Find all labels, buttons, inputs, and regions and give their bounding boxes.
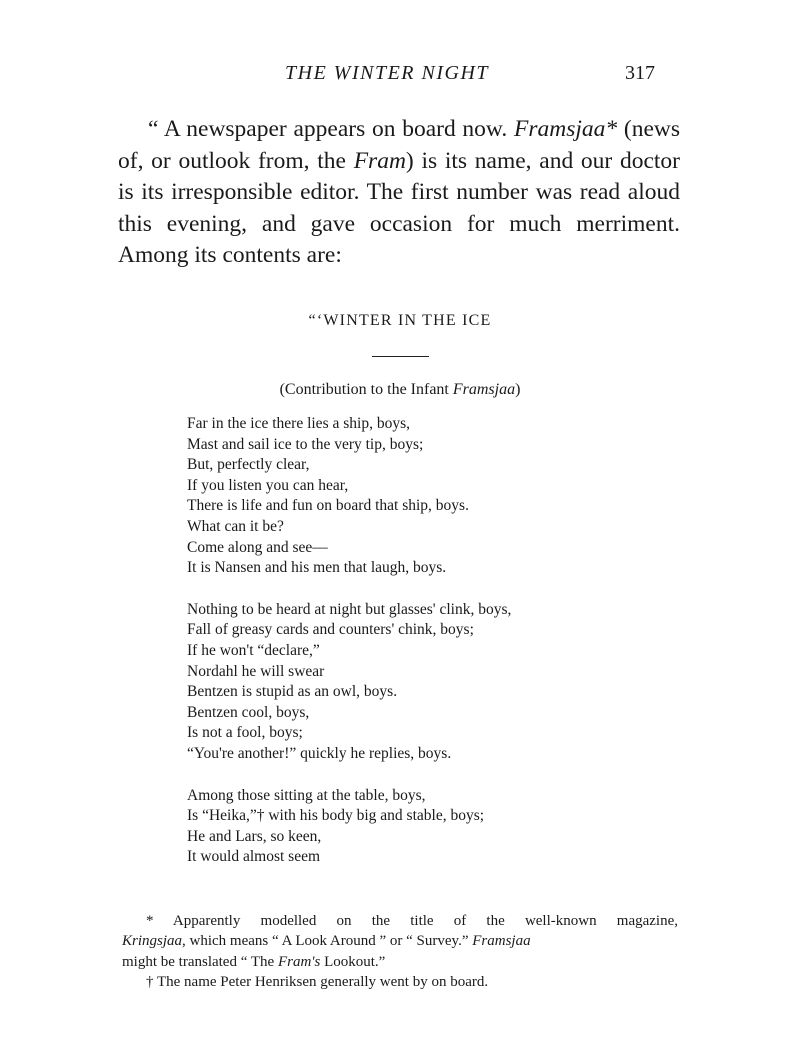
stanza	[187, 600, 627, 765]
subtitle-suffix: )	[515, 381, 521, 398]
verse-line: Come along and see—	[187, 538, 328, 556]
verse-line: It would almost seem	[187, 848, 321, 866]
subtitle-prefix: (Contribution to the Infant	[279, 381, 449, 398]
verse-line: If you listen you can hear,	[187, 476, 349, 494]
footnote-paper-name: Framsjaa	[472, 933, 531, 950]
verse-line: Is not a fool, boys;	[187, 724, 303, 742]
verse-line: Bentzen is stupid as an owl, boys.	[187, 683, 398, 701]
intro-paper-name: Framsjaa*	[514, 116, 618, 142]
verse-line: Is “Heika,”† with his body big and stable, boys;	[187, 807, 485, 825]
stanza	[187, 414, 627, 579]
verse-line: Bentzen cool, boys,	[187, 703, 310, 721]
footnote-star-line2	[122, 931, 678, 951]
intro-paragraph	[118, 114, 680, 272]
verse-line: If he won't “declare,”	[187, 641, 320, 659]
page-number: 317	[625, 62, 655, 84]
verse-line: He and Lars, so keen,	[187, 827, 322, 845]
verse-line: Nordahl he will swear	[187, 662, 325, 680]
section-subtitle	[0, 381, 800, 399]
verse-line: Far in the ice there lies a ship, boys,	[187, 415, 410, 432]
poem	[187, 414, 627, 889]
footnote-lookout: Lookout.”	[324, 953, 386, 970]
footnote-star-text: , which means “ A Look Around ” or “ Survey.”	[182, 933, 469, 950]
footnotes	[122, 911, 678, 993]
footnote-dagger: † The name Peter Henriksen generally went by on board.	[146, 974, 489, 991]
stanza	[187, 786, 627, 868]
footnote-translated: might be translated “ The	[122, 953, 275, 970]
subtitle-name: Framsjaa	[452, 381, 516, 398]
running-head	[0, 62, 800, 92]
verse-line: Among those sitting at the table, boys,	[187, 786, 426, 804]
section-heading: “‘WINTER IN THE ICE	[308, 312, 492, 329]
intro-lead: “ A newspaper appears on board now.	[148, 116, 508, 142]
heading-rule	[372, 356, 429, 357]
verse-line: What can it be?	[187, 517, 284, 535]
verse-line: “You're another!” quickly he replies, boys.	[187, 744, 452, 762]
intro-rest: ) is its name, and our doctor is its irresponsible editor. The first number was read aloud this evening, and gave occasion for much merriment. Among its contents are:	[118, 147, 680, 268]
verse-line: Mast and sail ice to the very tip, boys;	[187, 435, 424, 453]
footnote-star-line3	[122, 952, 678, 972]
verse-line: Fall of greasy cards and counters' chink, boys;	[187, 621, 474, 639]
verse-line: It is Nansen and his men that laugh, boys.	[187, 559, 447, 577]
footnote-magazine-name: Kringsjaa	[122, 933, 183, 950]
intro-mid: (news of, or outlook from, the	[118, 116, 681, 174]
running-title: THE WINTER NIGHT	[285, 62, 490, 84]
intro-ship-name: Fram	[353, 147, 406, 174]
footnote-star-line1: * Apparently modelled on the title of the well-known magazine,	[146, 913, 678, 929]
verse-line: There is life and fun on board that ship, boys.	[187, 497, 469, 515]
verse-line: Nothing to be heard at night but glasses' clink, boys,	[187, 600, 512, 618]
footnote-ship-name: Fram's	[277, 953, 321, 970]
verse-line: But, perfectly clear,	[187, 456, 310, 474]
